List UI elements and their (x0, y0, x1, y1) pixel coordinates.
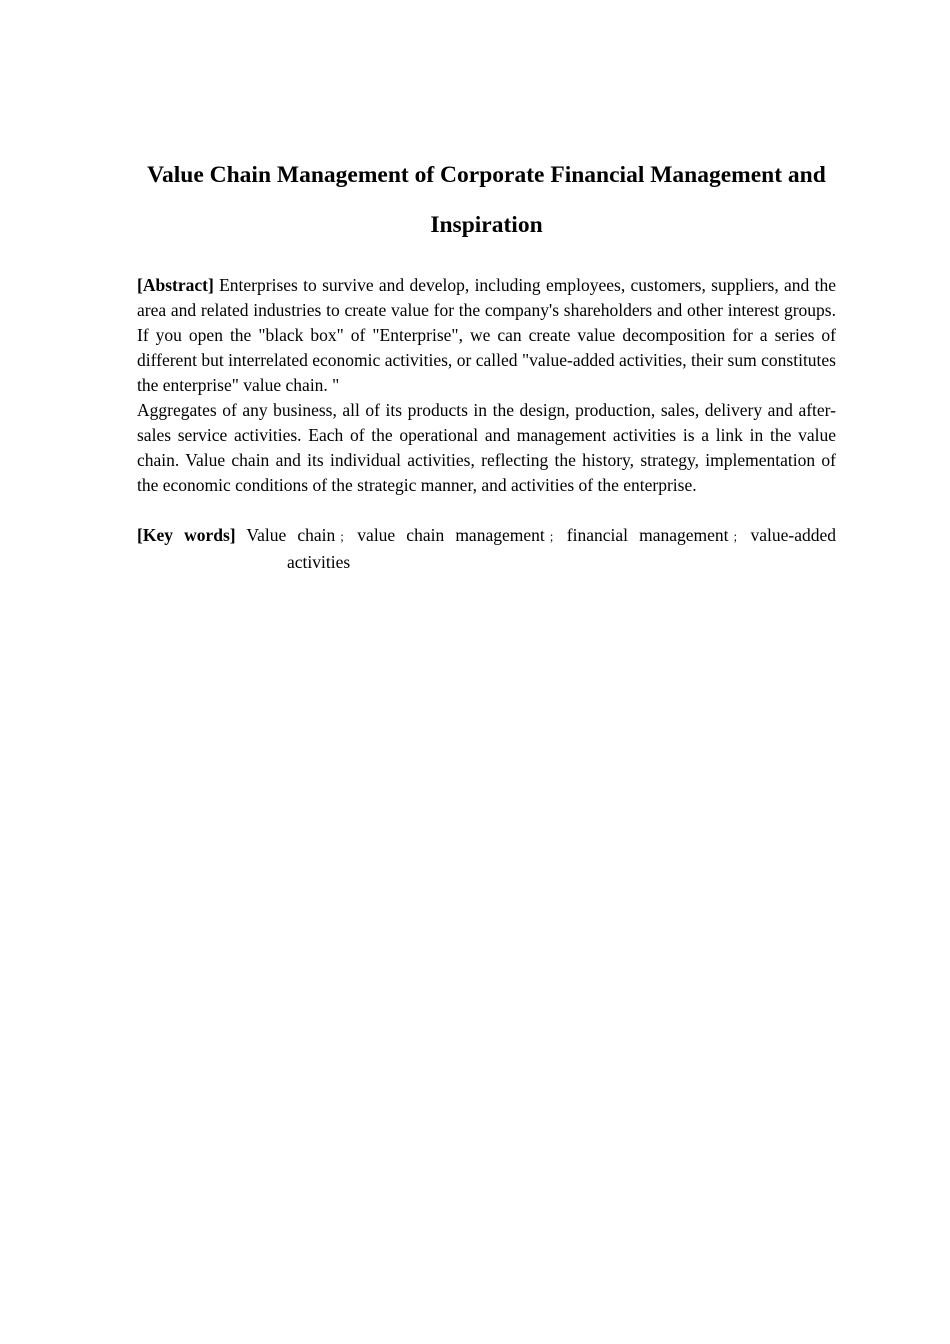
keyword-item: financial management (566, 525, 729, 545)
paper-title: Value Chain Management of Corporate Financial Management and Inspiration (147, 162, 826, 238)
abstract-text-1: Enterprises to survive and develop, including employees, customers, suppliers, and the area and related industries to create value for the company's shareholders and other interest groups. If you open the "black box" of "Enterprise", we can create value decomposition for a series of different but interrelated economic activities, or called "value-added activities, their sum constitutes the enterprise" value chain. " (137, 275, 836, 395)
abstract-section (137, 273, 836, 498)
keywords-label: [Key words] (137, 525, 236, 545)
abstract-label: [Abstract] (137, 275, 214, 295)
keywords-section (137, 523, 836, 575)
keyword-separator: ； (548, 530, 561, 544)
keyword-item: value-added activities (287, 525, 837, 572)
abstract-paragraph-2: Aggregates of any business, all of its products in the design, production, sales, delivery and after-sales service activities. Each of the operational and management activities is a link in the value chain. Value chain and its individual activities, reflecting the history, strategy, implementation of the economic conditions of the strategic manner, and activities of the enterprise. (137, 400, 836, 495)
keyword-item: value chain management (357, 525, 545, 545)
keyword-item: Value chain (246, 525, 336, 545)
abstract-paragraph-1 (137, 273, 836, 398)
keyword-separator: ； (339, 530, 352, 544)
keyword-separator: ； (732, 530, 745, 544)
paper-page (137, 150, 836, 575)
